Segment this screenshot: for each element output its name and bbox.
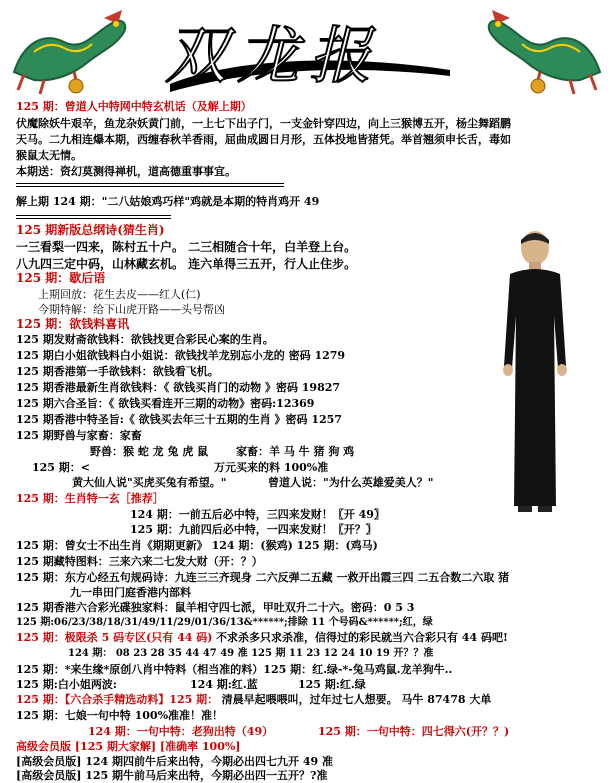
qianliao-l9a: 125 期：< (32, 461, 91, 474)
shengxiao-l7: 125 期:06/23/38/18/31/49/11/29/01/36/13&******;排除 11 个号码&******;红，绿 (16, 617, 433, 628)
vip-l2: [高级会员版] 125 期牛前马后来出特，今期必出四一五开？?准 (16, 769, 328, 782)
divider (16, 183, 284, 187)
shengxiao-l1a: 124 期：一前五后必中特，三四来发财！〖开 49〗 (130, 508, 385, 521)
shengxiao-l5: 九一串田门庭香港内部料 (70, 586, 191, 599)
xiehou-l2: 今期特解：给下山虎开路——头号帮凶 (38, 303, 225, 316)
shengxiao-title: 125 期：生肖特一玄［推荐］ (16, 492, 164, 505)
qianliao-l8b: 家畜：羊 马 牛 猪 狗 鸡 (236, 445, 355, 458)
shengxiao-l3: 125 期藏特图料：三来六来二七发大财（开：？） (16, 555, 263, 568)
shengxiao-l8 (16, 631, 508, 645)
qianliao-l10b: 曾道人说："为什么英雄爱美人？" (268, 476, 434, 489)
shengxiao-l6: 125 期香港六合彩光碟独家料：鼠羊相守四七派，甲吐双升二十六。密码：0 5 3 (16, 601, 415, 614)
shengxiao-l13: 125 期：七娘一句中特 100%准准！准！ (16, 709, 224, 722)
sec1-title: 125 期：曾道人中特网中特玄机话（及解上期） (16, 100, 252, 113)
vip-title: 高级会员版 [125 期大家解] [准确率 100%] (16, 740, 241, 753)
shengxiao-l10a: 125 期：*来生缘*原创八肖中特料（相当准的料）125 期：红.绿-*-兔马鸡鼠.龙羊狗牛.. (16, 663, 453, 676)
xinban-l1: 一三看梨一四来，陈村五十户。 二三相随合十年，白羊登上台。 (16, 240, 357, 254)
shengxiao-l8b: 不求杀多只求杀准，信得过的彩民就当六合彩只有 44 码吧! (215, 631, 508, 644)
divider (16, 215, 171, 219)
person-figure (500, 226, 570, 516)
xiehou-l1: 上期回放：花生去皮——红人(仁) (38, 288, 201, 301)
shengxiao-l1b: 125 期：九前四后必中特，一四来发财！〖开？〗 (130, 523, 377, 536)
qianliao-l8a: 野兽：猴 蛇 龙 兔 虎 鼠 (90, 445, 209, 458)
qianliao-l7: 125 期野兽与家畜：家畜 (16, 429, 142, 442)
sec1-p4: 本期送：资幻莫测得禅机，道高德重事事宜。 (16, 165, 236, 178)
shengxiao-l9: 124 期： 08 23 28 35 44 47 49 准 125 期 11 23 12 24 10 19 开？？准 (68, 648, 434, 659)
shengxiao-l11b: 124 期:红.蓝 (190, 678, 258, 691)
dragon-left-icon (4, 2, 134, 98)
xiehou-title: 125 期：歇后语 (16, 271, 106, 285)
qianliao-l9b: 万元买来的料 100%准 (214, 461, 329, 474)
shengxiao-l14a: 124 期：一句中特：老狗出特（49） (88, 725, 274, 738)
jie-text: "二八姑娘鸡巧样"鸡就是本期的特肖鸡开 49 (101, 195, 320, 208)
qianliao-l5: 125 期六合圣旨：《 欲钱买看连开三期的动物》密码:12369 (16, 397, 315, 410)
shengxiao-l12b: 清晨早起喂喂叫，过年过七人想要。 马牛 87478 大单 (221, 693, 492, 706)
dragon-right-icon (480, 2, 610, 98)
xinban-title: 125 期新版总纲诗(猜生肖) (16, 223, 165, 237)
qianliao-l3: 125 期香港第一手欲钱料：欲钱看飞机。 (16, 365, 219, 378)
jie-label: 解上期 124 期： (16, 195, 102, 208)
qianliao-l6: 125 期香港中特圣旨:《 欲钱买去年三十五期的生肖 》密码 1257 (16, 413, 342, 426)
sec1-p1: 伏魔除妖牛艰辛，鱼龙杂妖黄门前，一上七下出子门，一支金针穿四边，向上三猴博五开，杨尘舞蹈鹏 (16, 117, 511, 130)
shengxiao-l2: 125 期：曾女士不出生肖《期期更新》 124 期：(猴鸡) 125 期：(鸡马) (16, 539, 378, 552)
logo-title: 双龙报 (165, 19, 382, 92)
shengxiao-l11c: 125 期:红.绿 (298, 678, 366, 691)
vip-l1: [高级会员版] 124 期四前牛后来出特，今期必出四七九开 49 准 (16, 755, 333, 768)
shengxiao-l4: 125 期：东方心经五句规码诗：九连三三齐现身 二六反弹二五藏 一救开出霞三四 二五合数二六取 猪 (16, 571, 510, 584)
shengxiao-l8a: 125 期：极限杀 5 码专区(只有 44 码) (16, 631, 213, 644)
sec1-p2: 天马。二九相连爆本期，西缠春秋羊香雨，屈曲成圆日月形，五体投地皆猪凭。举首翘须申长舌，毒如 (16, 133, 511, 146)
qianliao-l4: 125 期香港最新生肖欲钱料：《 欲钱买肖门的动物 》密码 19827 (16, 381, 341, 394)
xinban-l2: 八九四三定中码，山林藏玄机。 连六单得三五开，行人止住步。 (16, 257, 357, 271)
shengxiao-l12a: 125 期：【六合杀手精选动料】125 期： (16, 693, 219, 706)
qianliao-l10a: 黄大仙人说"买虎买兔有希望。" (72, 476, 227, 489)
sec1-p3: 猴鼠太无情。 (16, 149, 82, 162)
qianliao-title: 125 期：欲钱料喜讯 (16, 317, 130, 331)
qianliao-l2: 125 期白小姐欲钱料白小姐说：欲钱找羊龙别忘小龙的 密码 1279 (16, 349, 346, 362)
shengxiao-l11a: 125 期:白小姐两波: (16, 678, 117, 691)
qianliao-l1: 125 期发财斋欲钱料：欲钱找更合彩民心案的生肖。 (16, 333, 274, 346)
shengxiao-l12 (16, 693, 491, 707)
shengxiao-l14b: 125 期：一句中特：四七得六(开？？) (318, 725, 510, 738)
jie-line (16, 195, 319, 209)
header (0, 0, 614, 100)
